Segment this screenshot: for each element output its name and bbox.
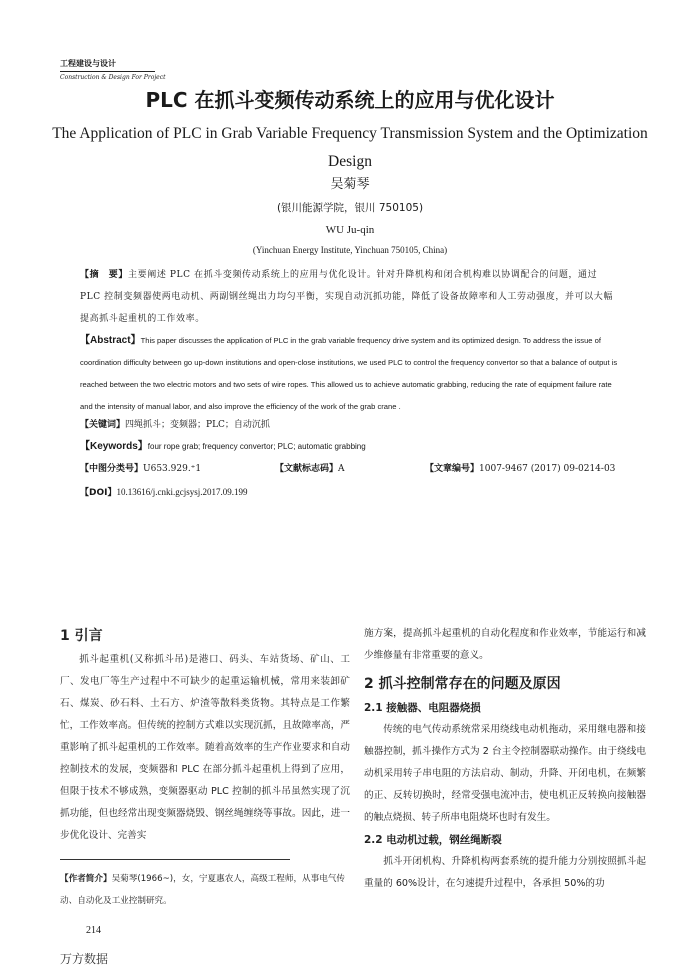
footnote-label: 【作者简介】 bbox=[60, 874, 112, 884]
section2-heading: 2 抓斗控制常存在的问题及原因 bbox=[364, 676, 561, 692]
journal-header bbox=[60, 58, 166, 82]
author-affiliation-cn: (银川能源学院，银川 750105) bbox=[276, 202, 424, 214]
doi-label: 【DOI】 bbox=[80, 488, 117, 498]
author-name-en: WU Ju-qin bbox=[325, 224, 375, 236]
section1-paragraph: 抓斗起重机(又称抓斗吊)是港口、码头、车站货场、矿山、工厂、发电厂等生产过程中不可缺少的起重运输机械，常用来装卸矿石、煤炭、砂石料、土石方、炉渣等散料类货物。其特点是工作繁忙，工作效率高。但传统的控制方式难以实现沉抓，且故障率高，严重影响了抓斗起重机的工作效率。随着高效率的生产作业要求和自动控制技术的发展，变频器和 PLC 在部分抓斗起重机上得到了应用，但限于技术不够成熟，变频器驱动 PLC 控制的抓斗吊虽然实现了沉抓功能，但也经常出现变频器烧毁、钢丝绳缠绕等事故。因此，进一步优化设计、完善实 bbox=[60, 654, 350, 841]
doi bbox=[80, 483, 620, 502]
clc-value: U653.929.⁺1 bbox=[143, 464, 202, 474]
keywords-cn-text: 四绳抓斗；变频器；PLC；自动沉抓 bbox=[125, 420, 270, 430]
page-number: 214 bbox=[86, 925, 101, 936]
body-column-right bbox=[364, 623, 646, 895]
section2-1-text: 传统的电气传动系统常采用绕线电动机拖动，采用继电器和接触器控制，抓斗操作方式为 2 台主令控制器联动操作。由于绕线电动机采用转子串电阻的方法启动、制动，升降、开闭电机，在频繁的正、反转切换时，经常受强电流冲击，使电机正反转换向接触器的触点烧损、转子所串电阻烧坏也时有发生。 bbox=[364, 724, 646, 823]
journal-name-en: Construction & Design For Project bbox=[60, 74, 166, 81]
journal-rule bbox=[60, 71, 155, 72]
article-number bbox=[425, 460, 615, 478]
keywords-en-label: 【Keywords】 bbox=[80, 441, 148, 452]
abstract-en-label: 【Abstract】 bbox=[80, 335, 141, 346]
abstract-en bbox=[80, 330, 620, 418]
article-value: 1007-9467 (2017) 09-0214-03 bbox=[479, 464, 616, 474]
doi-value: 10.13616/j.cnki.gcjsysj.2017.09.199 bbox=[116, 487, 248, 497]
doc-value: A bbox=[338, 464, 345, 474]
abstract-cn bbox=[80, 264, 620, 330]
clc-number bbox=[80, 460, 201, 478]
section2-2-text: 抓斗开闭机构、升降机构两套系统的提升能力分别按照抓斗起重量的 60%设计，在匀速提升过程中，各承担 50%的功 bbox=[364, 856, 646, 889]
footnote-text: 吴菊琴(1966~)，女，宁夏惠农人，高级工程师，从事电气传动、自动化及工业控制研究。 bbox=[60, 874, 346, 906]
article-label: 【文章编号】 bbox=[425, 464, 480, 474]
section2-1-heading: 2.1 接触器、电阻器烧损 bbox=[364, 702, 481, 714]
keywords-en-text: four rope grab; frequency convertor; PLC; automatic grabbing bbox=[147, 442, 366, 451]
footnote-rule bbox=[60, 859, 290, 860]
section1-heading: 1 引言 bbox=[60, 628, 103, 644]
body-column-left bbox=[60, 623, 350, 847]
title-en: The Application of PLC in Grab Variable Frequency Transmission System and the Optimization Design bbox=[52, 125, 648, 170]
abstract-cn-label: 【摘 要】 bbox=[80, 270, 129, 280]
author-name-cn: 吴菊琴 bbox=[330, 177, 370, 192]
doc-label: 【文献标志码】 bbox=[275, 464, 339, 474]
author-footnote bbox=[60, 868, 350, 912]
abstract-en-text: This paper discusses the application of PLC in the grab variable frequency drive system and its optimized design. To address the issue of coordination difficulty between go up-down institutions and open-close institutions, we used PLC to control the frequency convertor so that a balance of output is reached between the two electric motors and two sets of wire ropes. This allowed us to achieve automatic grabbing, reducing the rate of equipment failure rate and the intensity of manual labor, and also improve the efficiency of the work of the grab crane . bbox=[80, 336, 618, 411]
document-code bbox=[275, 460, 345, 478]
clc-label: 【中图分类号】 bbox=[80, 464, 144, 474]
watermark: 万方数据 bbox=[60, 952, 109, 966]
title-cn: PLC 在抓斗变频传动系统上的应用与优化设计 bbox=[145, 88, 555, 112]
author-affiliation-en: (Yinchuan Energy Institute, Yinchuan 750105, China) bbox=[252, 245, 448, 255]
section1-continuation: 施方案，提高抓斗起重机的自动化程度和作业效率，节能运行和减少维修量有非常重要的意义。 bbox=[364, 628, 646, 661]
section2-2-heading: 2.2 电动机过载，钢丝绳断裂 bbox=[364, 834, 502, 846]
journal-name-cn: 工程建设与设计 bbox=[60, 59, 116, 68]
keywords-en bbox=[80, 438, 620, 456]
keywords-cn bbox=[80, 416, 620, 434]
keywords-cn-label: 【关键词】 bbox=[80, 420, 126, 430]
abstract-cn-text: 主要阐述 PLC 在抓斗变频传动系统上的应用与优化设计。针对升降机构和闭合机构难以协调配合的问题，通过 PLC 控制变频器使两电动机、两副钢丝绳出力均匀平衡，实现自动沉抓功能，降低了设备故障率和人工劳动强度，并可以大幅提高抓斗起重机的工作效率。 bbox=[80, 270, 613, 324]
